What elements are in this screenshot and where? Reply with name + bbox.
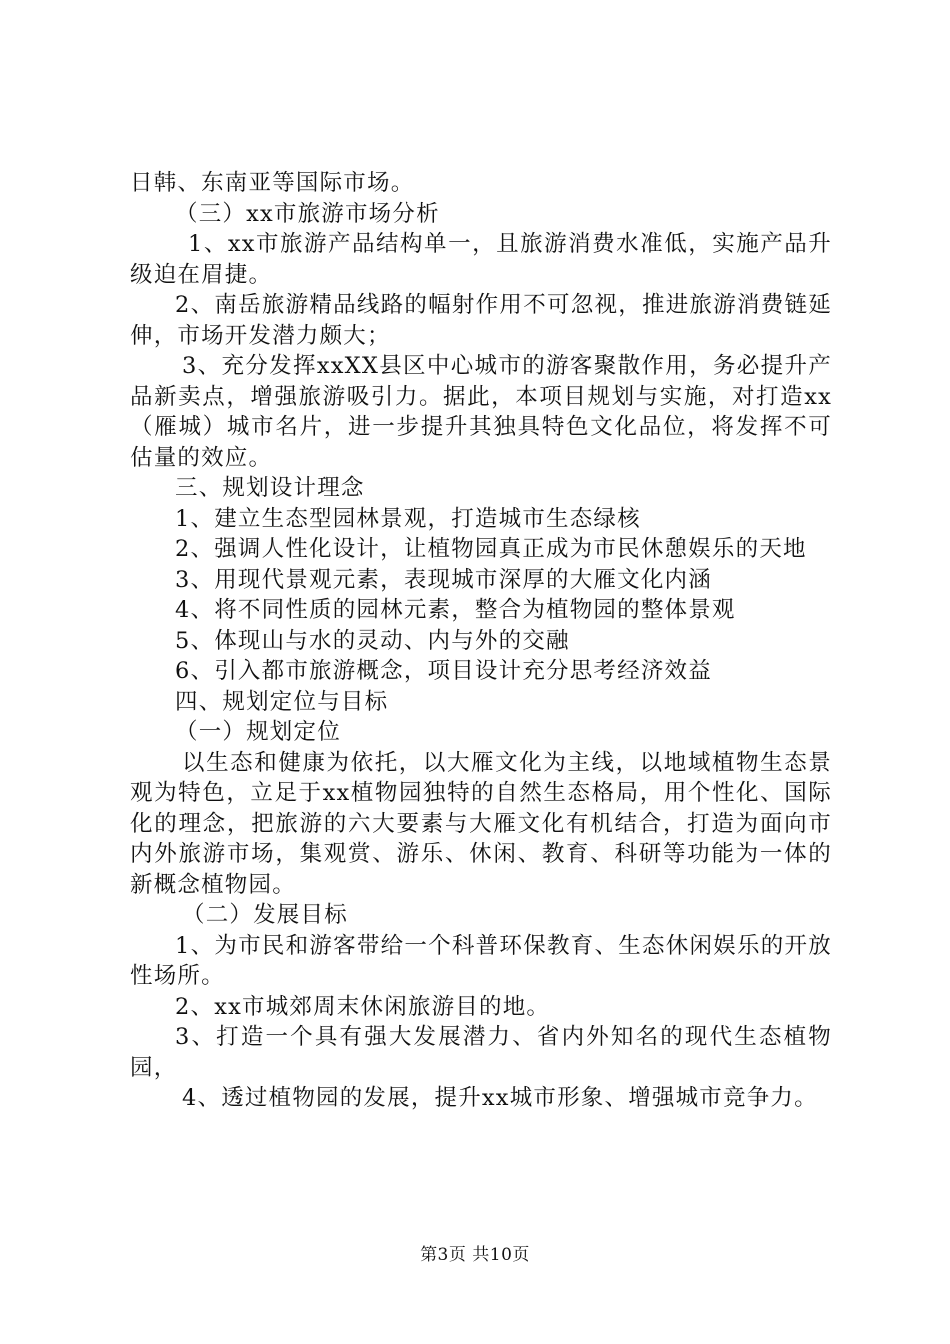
section-heading: 四、规划定位与目标: [175, 688, 389, 715]
page-number-footer: 第3页 共10页: [420, 1245, 530, 1265]
paragraph: 以生态和健康为依托，以大雁文化为主线，以地域植物生态景观为特色，立足于xx植物园独特的自然生态格局，用个性化、国际化的理念，把旅游的六大要素与大雁文化有机结合，打造为面向市内外旅游市场，集观赏、游乐、休闲、教育、科研等功能为一体的新概念植物园。: [130, 749, 832, 898]
list-item: 3、打造一个具有强大发展潜力、省内外知名的现代生态植物园，: [130, 1024, 832, 1081]
list-item: 4、透过植物园的发展，提升xx城市形象、增强城市竞争力。: [182, 1085, 818, 1111]
subsection-heading: （二）发展目标: [182, 902, 348, 928]
subsection-heading: （一）规划定位: [175, 719, 341, 745]
list-item: 3、用现代景观元素，表现城市深厚的大雁文化内涵: [175, 566, 712, 593]
list-item: 6、引入都市旅游概念，项目设计充分思考经济效益: [175, 658, 712, 684]
paragraph: 2、南岳旅游精品线路的幅射作用不可忽视，推进旅游消费链延伸，市场开发潜力颇大；: [130, 292, 832, 349]
list-item: 2、xx市城郊周末休闲旅游目的地。: [175, 993, 551, 1020]
list-item: 5、体现山与水的灵动、内与外的交融: [175, 627, 570, 654]
list-item: 4、将不同性质的园林元素，整合为植物园的整体景观: [175, 597, 736, 623]
list-item: 1、建立生态型园林景观，打造城市生态绿核: [175, 505, 641, 532]
list-item: 1、为市民和游客带给一个科普环保教育、生态休闲娱乐的开放性场所。: [130, 932, 832, 989]
paragraph: 1、xx市旅游产品结构单一，且旅游消费水准低，实施产品升级迫在眉捷。: [130, 231, 832, 288]
list-item: 2、强调人性化设计，让植物园真正成为市民休憩娱乐的天地: [175, 536, 807, 562]
paragraph: 日韩、东南亚等国际市场。: [130, 170, 415, 196]
section-heading: （三）xx市旅游市场分析: [175, 200, 440, 227]
section-heading: 三、规划设计理念: [175, 475, 365, 501]
paragraph: 3、充分发挥xxXX县区中心城市的游客聚散作用，务必提升产品新卖点，增强旅游吸引力。据此，本项目规划与实施，对打造xx（雁城）城市名片，进一步提升其独具特色文化品位，将发挥不可估量的效应。: [130, 353, 832, 471]
document-body: [130, 168, 832, 1114]
